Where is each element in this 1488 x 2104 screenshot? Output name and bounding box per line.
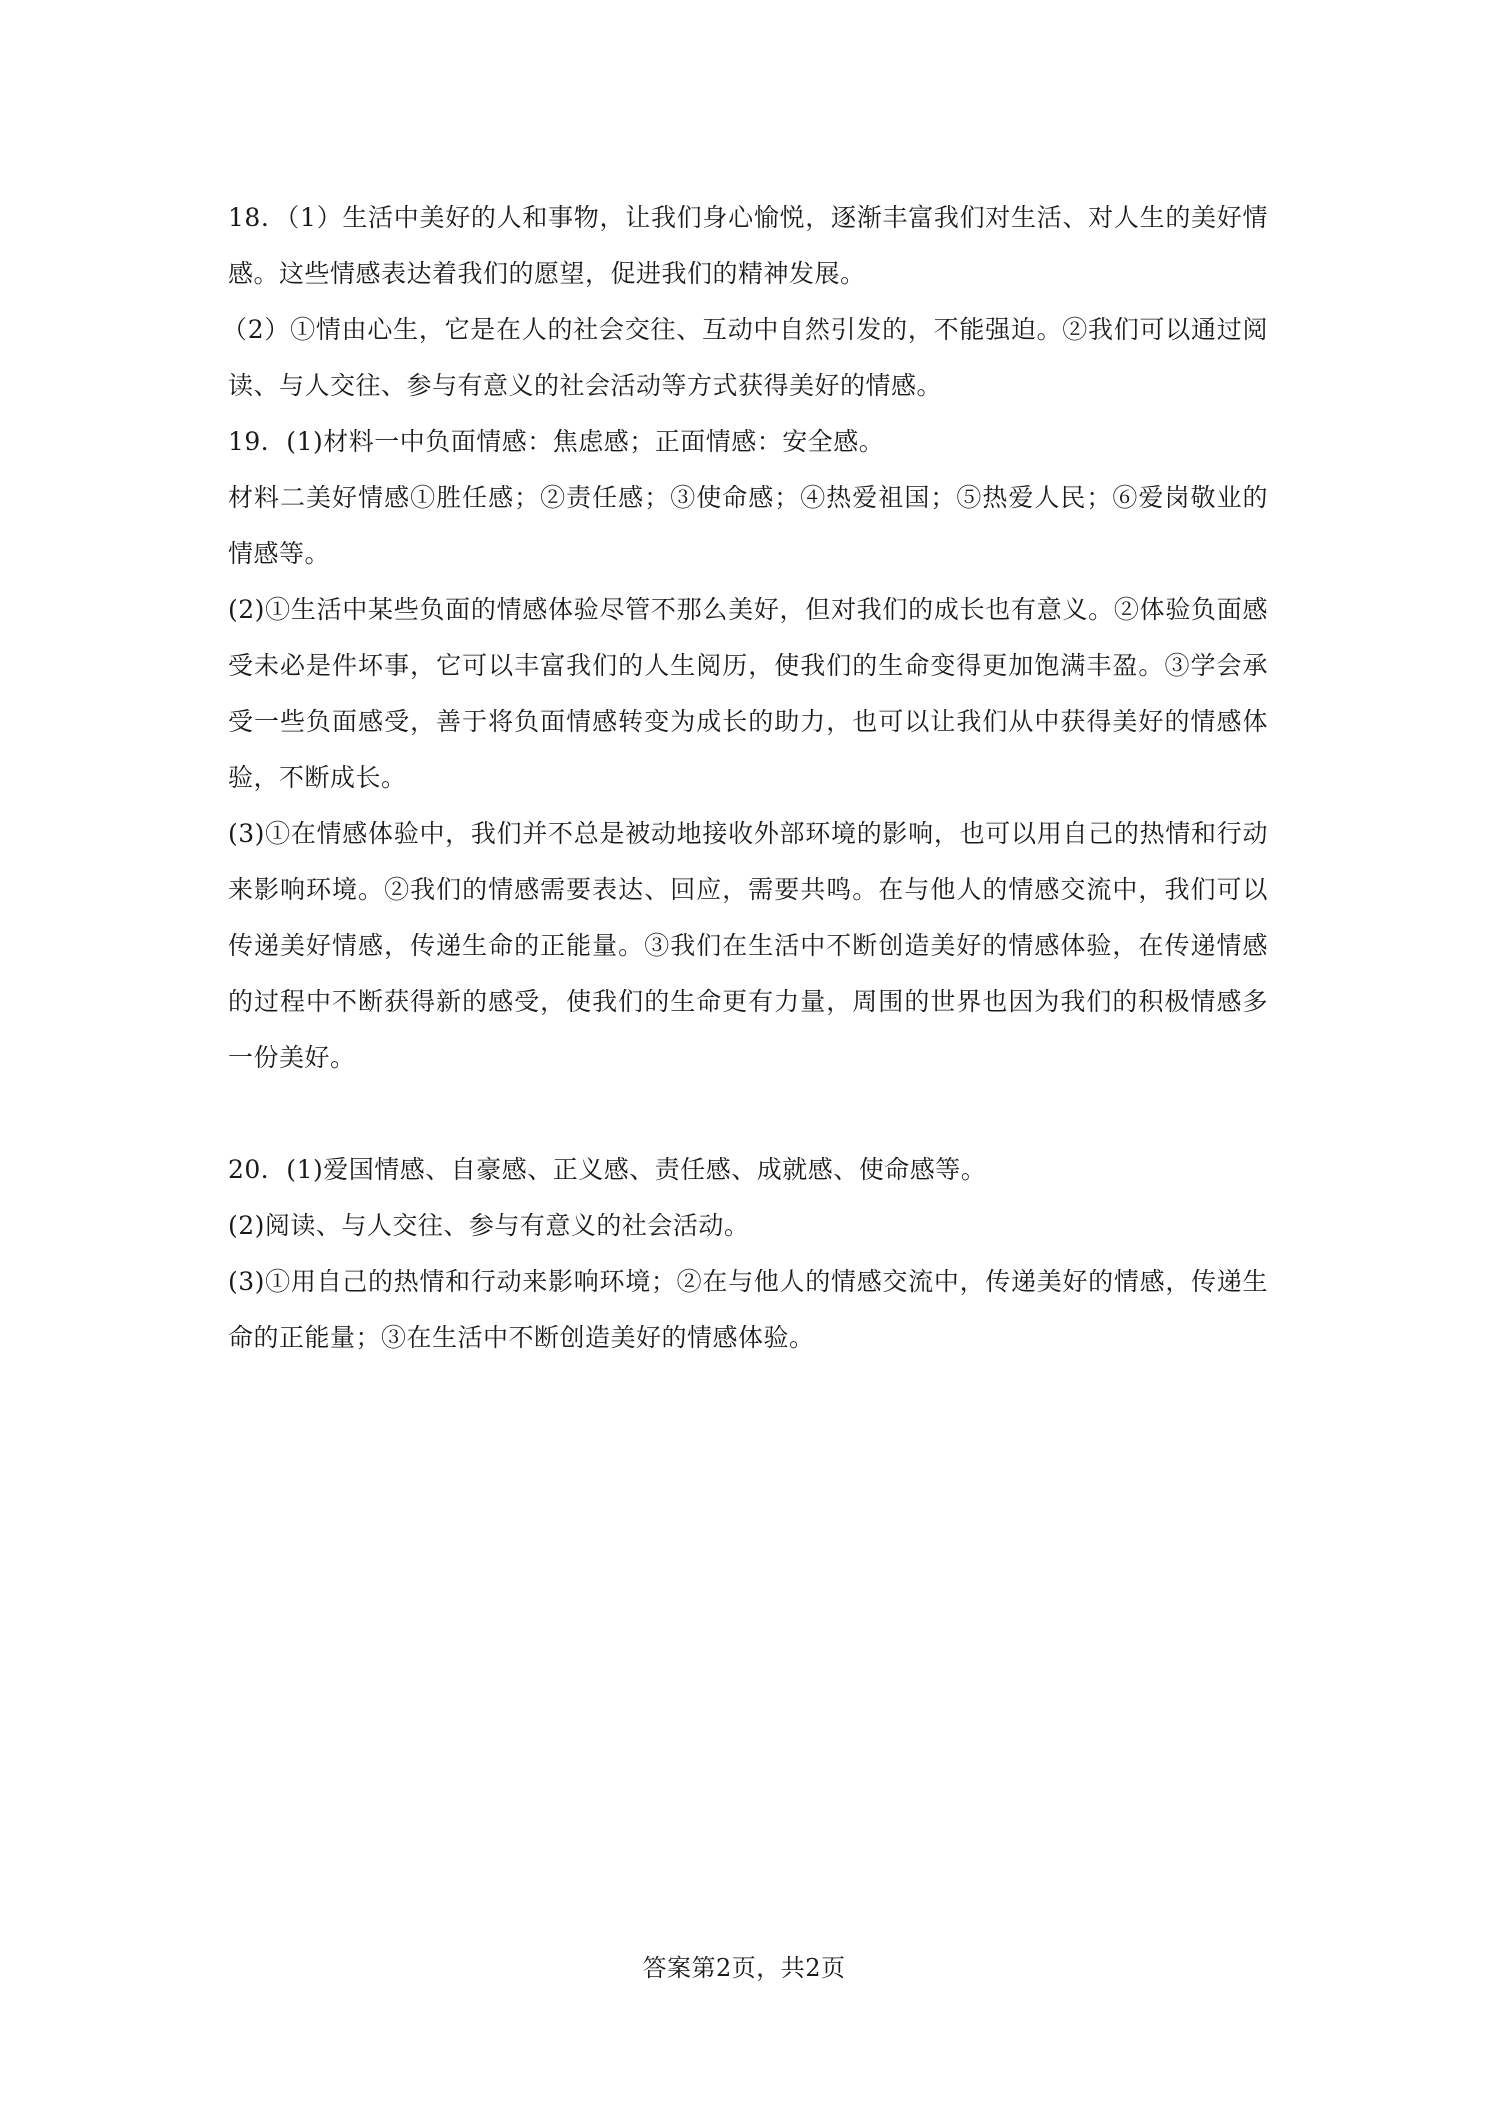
answer-content (222, 190, 1268, 1366)
q19-part3: (3)①在情感体验中，我们并不总是被动地接收外部环境的影响，也可以用自己的热情和行动来影响环境。②我们的情感需要表达、回应，需要共鸣。在与他人的情感交流中，我们可以传递美好情感，传递生命的正能量。③我们在生活中不断创造美好的情感体验，在传递情感的过程中不断获得新的感受，使我们的生命更有力量，周围的世界也因为我们的积极情感多一份美好。 (228, 819, 1268, 1072)
page-footer: 答案第2页，共2页 (642, 1954, 846, 1982)
q20-part3: (3)①用自己的热情和行动来影响环境；②在与他人的情感交流中，传递美好的情感，传递生命的正能量；③在生活中不断创造美好的情感体验。 (228, 1267, 1268, 1352)
q19-part1: 19．(1)材料一中负面情感：焦虑感；正面情感：安全感。 (228, 427, 885, 456)
q19-part2: (2)①生活中某些负面的情感体验尽管不那么美好，但对我们的成长也有意义。②体验负面感受未必是件坏事，它可以丰富我们的人生阅历，使我们的生命变得更加饱满丰盈。③学会承受一些负面感受，善于将负面情感转变为成长的助力，也可以让我们从中获得美好的情感体验，不断成长。 (228, 595, 1268, 792)
q18-part1: 18．（1）生活中美好的人和事物，让我们身心愉悦，逐渐丰富我们对生活、对人生的美好情感。这些情感表达着我们的愿望，促进我们的精神发展。 (228, 203, 1268, 288)
answer-q18 (222, 190, 1268, 414)
q18-part2: （2）①情由心生，它是在人的社会交往、互动中自然引发的，不能强迫。②我们可以通过阅读、与人交往、参与有意义的社会活动等方式获得美好的情感。 (222, 315, 1268, 400)
answer-q20 (228, 1142, 1268, 1366)
q19-part1-material2: 材料二美好情感①胜任感；②责任感；③使命感；④热爱祖国；⑤热爱人民；⑥爱岗敬业的情感等。 (228, 483, 1268, 568)
answer-q19 (228, 414, 1268, 1086)
q20-part1: 20．(1)爱国情感、自豪感、正义感、责任感、成就感、使命感等。 (228, 1155, 987, 1184)
q20-part2: (2)阅读、与人交往、参与有意义的社会活动。 (228, 1211, 750, 1240)
section-spacer (228, 1086, 1268, 1142)
